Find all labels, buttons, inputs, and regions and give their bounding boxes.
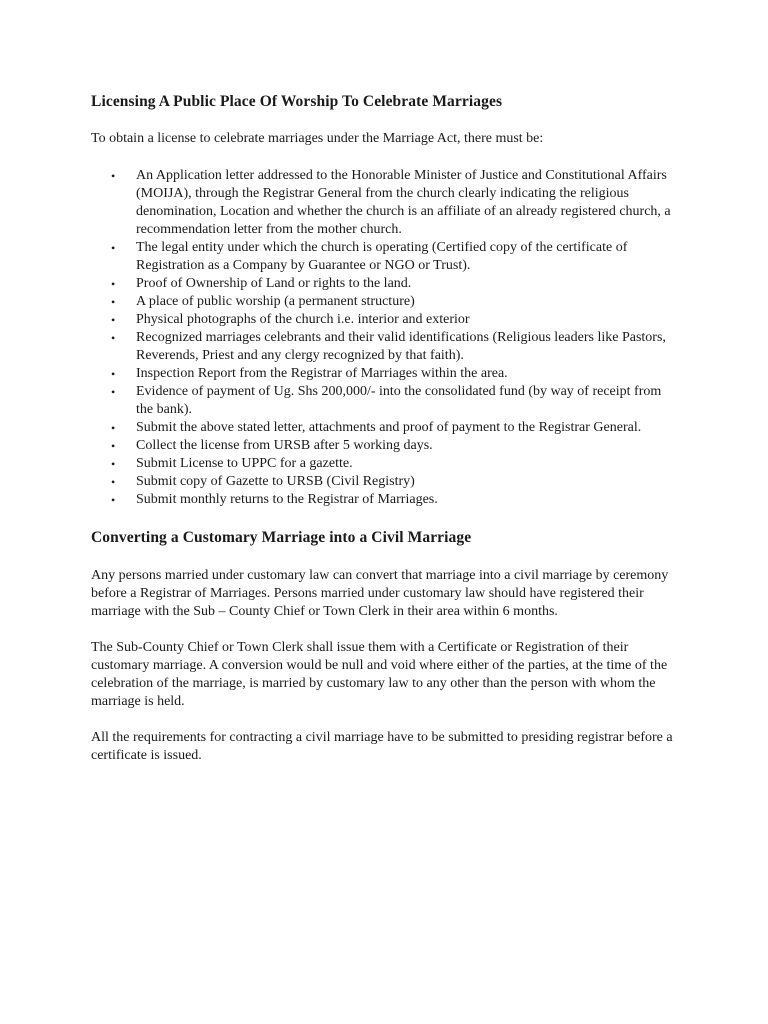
list-item: [91, 383, 676, 419]
bullet-icon: •: [111, 493, 116, 507]
list-item-text: Submit monthly returns to the Registrar of Marriages.: [136, 492, 438, 507]
list-item-text: Collect the license from URSB after 5 working days.: [136, 438, 433, 453]
bullet-icon: •: [111, 457, 116, 471]
list-item: [91, 491, 676, 509]
bullet-icon: •: [111, 421, 116, 435]
heading-converting: Converting a Customary Marriage into a Civil Marriage: [91, 529, 472, 546]
bullet-icon: •: [111, 169, 116, 183]
requirements-list: [91, 167, 691, 509]
list-item-text: A place of public worship (a permanent structure): [136, 294, 415, 309]
bullet-icon: •: [111, 475, 116, 489]
heading-licensing: Licensing A Public Place Of Worship To Celebrate Marriages: [91, 93, 503, 110]
document-page: [91, 92, 691, 783]
list-item-text: Submit copy of Gazette to URSB (Civil Registry): [136, 474, 415, 489]
bullet-icon: •: [111, 313, 116, 327]
list-item-text: Evidence of payment of Ug. Shs 200,000/- into the consolidated fund (by way of receipt from the bank).: [136, 384, 662, 417]
intro-text: To obtain a license to celebrate marriages under the Marriage Act, there must be:: [91, 131, 544, 146]
list-item: [91, 167, 676, 239]
list-item-text: Inspection Report from the Registrar of Marriages within the area.: [136, 366, 508, 381]
list-item: [91, 239, 676, 275]
list-item: [91, 473, 676, 491]
list-item-text: Proof of Ownership of Land or rights to the land.: [136, 276, 412, 291]
list-item-text: The legal entity under which the church is operating (Certified copy of the certificate of Registration as a Company by Guarantee or NGO or Trust).: [136, 240, 628, 273]
bullet-icon: •: [111, 295, 116, 309]
list-item-text: Submit the above stated letter, attachments and proof of payment to the Registrar General.: [136, 420, 642, 435]
list-item-text: Recognized marriages celebrants and their valid identifications (Religious leaders like Pastors, Reverends, Priest and any clergy recognized by that faith).: [136, 330, 666, 363]
paragraph: All the requirements for contracting a civil marriage have to be submitted to presiding registrar before a certificate is issued.: [91, 730, 673, 763]
list-item: [91, 311, 676, 329]
bullet-icon: •: [111, 385, 116, 399]
bullet-icon: •: [111, 331, 116, 345]
list-item: [91, 275, 676, 293]
list-item: [91, 293, 676, 311]
paragraph: Any persons married under customary law can convert that marriage into a civil marriage by ceremony before a Registrar of Marriages. Persons married under customary law should have registered their marriage with the Sub – County Chief or Town Clerk in their area within 6 months.: [91, 568, 669, 619]
bullet-icon: •: [111, 367, 116, 381]
list-item: [91, 329, 676, 365]
list-item: [91, 365, 676, 383]
paragraph: The Sub-County Chief or Town Clerk shall issue them with a Certificate or Registration of their customary marriage. A conversion would be null and void where either of the parties, at the time of the celebration of the marriage, is married by customary law to any other than the person with whom the marriage is held.: [91, 640, 668, 709]
bullet-icon: •: [111, 439, 116, 453]
list-item: [91, 419, 676, 437]
list-item-text: Submit License to UPPC for a gazette.: [136, 456, 353, 471]
list-item-text: An Application letter addressed to the Honorable Minister of Justice and Constitutional Affairs (MOIJA), through the Registrar General from the church clearly indicating the religious denomination, Location and whether the church is an affiliate of an already registered church, a recommendation letter from the mother church.: [136, 168, 671, 237]
bullet-icon: •: [111, 241, 116, 255]
bullet-icon: •: [111, 277, 116, 291]
list-item-text: Physical photographs of the church i.e. interior and exterior: [136, 312, 470, 327]
list-item: [91, 437, 676, 455]
list-item: [91, 455, 676, 473]
